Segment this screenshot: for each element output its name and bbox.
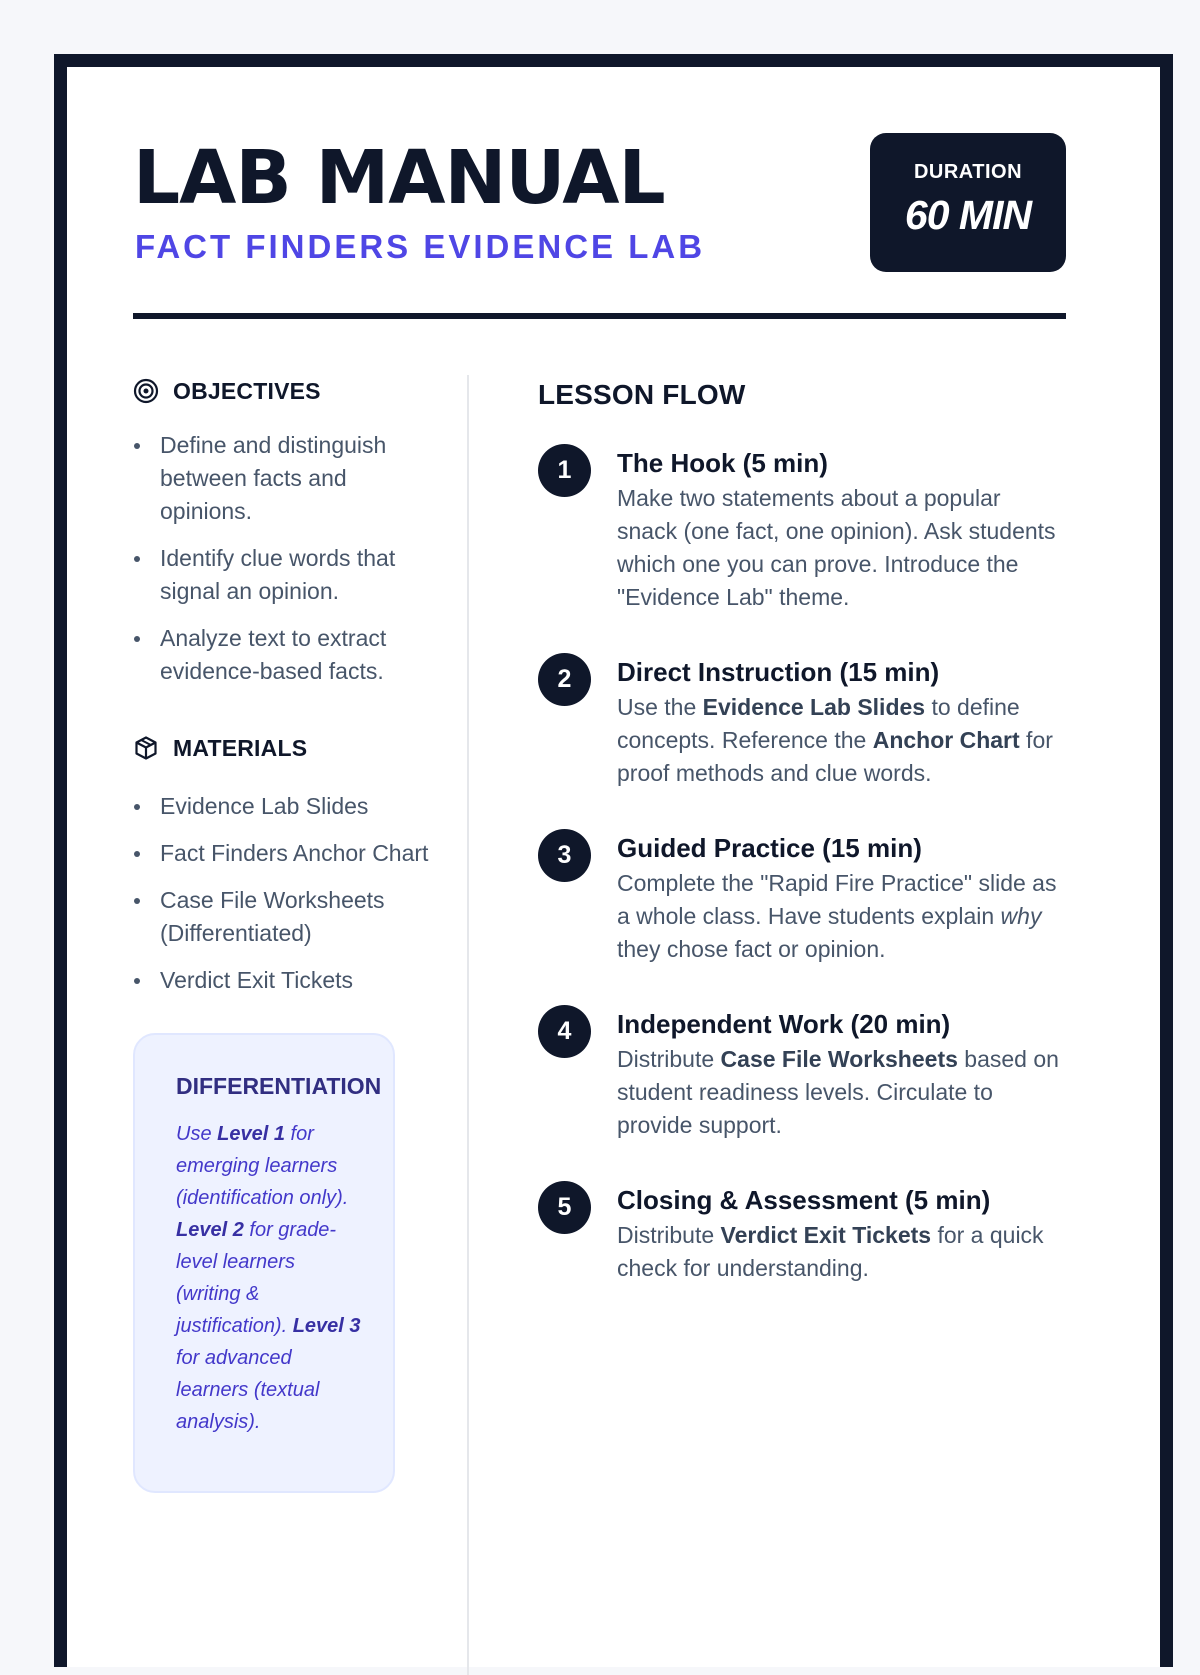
step-number: 5 (538, 1181, 591, 1234)
page-title: LAB MANUAL (133, 135, 665, 221)
objectives-list (133, 429, 433, 688)
lesson-step-4 (538, 1005, 1063, 1142)
step-text: Make two statements about a popular snack (one fact, one opinion). Ask students which one you can prove. Introduce the "Evidence Lab" theme. (617, 485, 1056, 610)
left-column (133, 375, 433, 1493)
list-item: Define and distinguish between facts and opinions. (133, 429, 433, 528)
step-text: Distribute Case File Worksheets based on student readiness levels. Circulate to provide support. (617, 1046, 1059, 1138)
step-number: 1 (538, 444, 591, 497)
lesson-step-3 (538, 829, 1063, 966)
step-number: 3 (538, 829, 591, 882)
lesson-flow-title: LESSON FLOW (538, 379, 746, 410)
list-item: Analyze text to extract evidence-based facts. (133, 622, 433, 688)
step-number: 2 (538, 653, 591, 706)
list-item: Fact Finders Anchor Chart (133, 837, 433, 870)
materials-title: MATERIALS (173, 734, 308, 761)
duration-badge (870, 133, 1066, 272)
list-item: Verdict Exit Tickets (133, 964, 433, 997)
list-item: Evidence Lab Slides (133, 790, 433, 823)
page-subtitle: FACT FINDERS EVIDENCE LAB (135, 228, 706, 265)
step-title: Guided Practice (15 min) (617, 833, 922, 863)
step-number: 4 (538, 1005, 591, 1058)
right-column (538, 379, 1063, 1285)
lesson-steps (538, 444, 1063, 1285)
list-item: Identify clue words that signal an opinion. (133, 542, 433, 608)
lesson-step-2 (538, 653, 1063, 790)
duration-label: DURATION (913, 161, 1023, 183)
step-text: Complete the "Rapid Fire Practice" slide as a whole class. Have students explain why they chose fact or opinion. (617, 870, 1057, 962)
objectives-heading (133, 375, 433, 407)
duration-value: 60 MIN (904, 192, 1032, 238)
column-divider (467, 375, 469, 1675)
materials-heading (133, 732, 433, 764)
lab-manual-page (54, 54, 1173, 1667)
box-icon (133, 735, 159, 761)
step-title: Closing & Assessment (5 min) (617, 1185, 991, 1215)
step-text: Use the Evidence Lab Slides to define concepts. Reference the Anchor Chart for proof methods and clue words. (617, 694, 1053, 786)
objectives-title: OBJECTIVES (173, 377, 321, 404)
differentiation-text: Use Level 1 for emerging learners (identification only). Level 2 for grade-level learners (writing & justification). Level 3 for advanced learners (textual analysis). (176, 1123, 361, 1433)
lesson-step-5 (538, 1181, 1063, 1285)
step-title: Independent Work (20 min) (617, 1009, 951, 1039)
lesson-step-1 (538, 444, 1063, 614)
target-icon (133, 378, 159, 404)
step-title: The Hook (5 min) (617, 448, 828, 478)
differentiation-title: DIFFERENTIATION (176, 1073, 382, 1099)
list-item: Case File Worksheets (Differentiated) (133, 884, 433, 950)
step-title: Direct Instruction (15 min) (617, 657, 940, 687)
header-rule (133, 313, 1066, 319)
materials-list (133, 790, 433, 997)
differentiation-callout (133, 1033, 395, 1493)
step-text: Distribute Verdict Exit Tickets for a quick check for understanding. (617, 1222, 1044, 1281)
